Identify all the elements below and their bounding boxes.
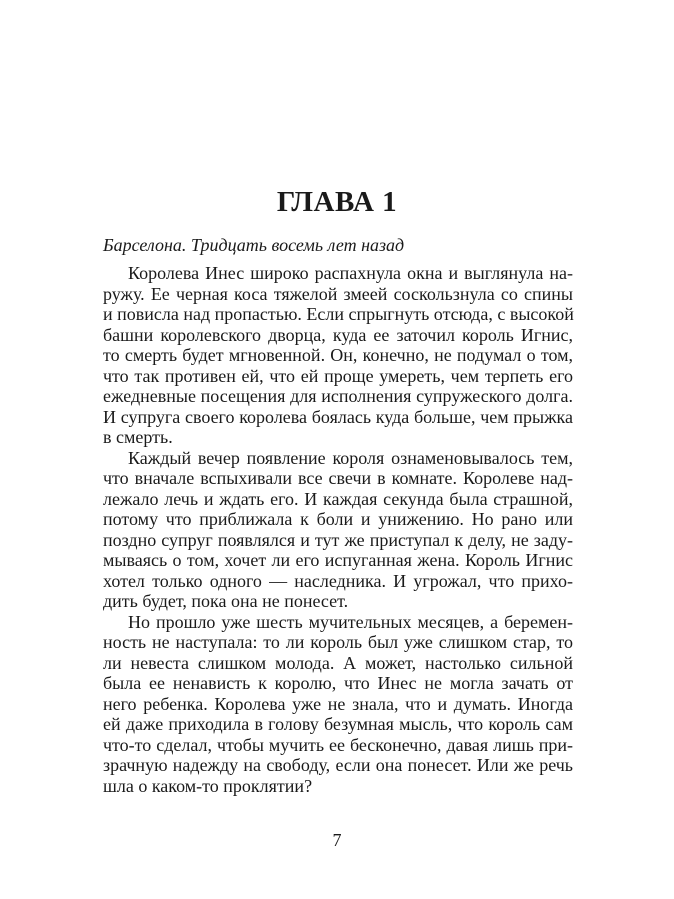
text-line: что-то сделал, чтобы мучить ее бесконечно, давая лишь при- — [103, 734, 573, 755]
text-line: лежало лечь и ждать его. И каждая секунда была страшной, — [103, 488, 573, 509]
text-line: него ребенка. Королева уже не знала, что и думать. Иногда — [103, 693, 573, 714]
chapter-title: ГЛАВА 1 — [276, 186, 398, 218]
text-line: башни королевского дворца, куда ее заточил король Игнис, — [103, 324, 573, 345]
text-line: И супруга своего королева боялась куда больше, чем прыжка — [103, 406, 573, 427]
text-line: Но прошло уже шесть мучительных месяцев, а беремен- — [128, 611, 573, 632]
text-line: мываясь о том, хочет ли его испуганная жена. Король Игнис — [103, 550, 573, 570]
text-line: что вначале вспыхивали все свечи в комнате. Королеве над- — [103, 468, 573, 488]
text-line: то смерть будет мгновенной. Он, конечно, не подумал о том, — [103, 345, 573, 365]
text-line: Каждый вечер появление короля ознаменовывалось тем, — [128, 447, 573, 468]
text-line: что так противен ей, что ей проще умереть, чем терпеть его — [103, 365, 573, 386]
text-line: Королева Инес широко распахнула окна и выглянула на- — [128, 263, 573, 283]
text-line: поздно супруг появлялся и тут же приступал к делу, не заду- — [103, 529, 573, 550]
text-line: зрачную надежду на свободу, если она понесет. Или же речь — [103, 755, 573, 775]
text-line: ность не наступала: то ли король был уже слишком стар, то — [103, 632, 573, 652]
text-line: хотел только одного — наследника. И угрожал, что прихо- — [103, 570, 573, 591]
text-line: и повисла над пропастью. Если спрыгнуть отсюда, с высокой — [103, 304, 574, 324]
text-line: ружу. Ее черная коса тяжелой змеей соскользнула со спины — [103, 283, 573, 304]
paragraph — [103, 612, 573, 797]
text-line: ли невеста слишком молода. А может, настолько сильной — [103, 652, 573, 673]
paragraph — [103, 263, 573, 448]
text-line: потому что приближала к боли и унижению. Но рано или — [103, 509, 573, 529]
paragraph — [103, 448, 573, 612]
text-line: ежедневные посещения для исполнения супружеского долга. — [103, 386, 573, 406]
text-line: ей даже приходила в голову безумная мысль, что король сам — [103, 714, 573, 734]
body-text — [103, 263, 573, 796]
text-line: была ее ненависть к королю, что Инес не могла зачать от — [103, 673, 573, 693]
text-line: шла о каком-то проклятии? — [103, 775, 313, 796]
text-line: дить будет, пока она не понесет. — [103, 591, 349, 611]
page-number: 7 — [332, 830, 342, 850]
text-line: в смерть. — [103, 427, 173, 447]
chapter-subtitle: Барселона. Тридцать восемь лет назад — [103, 235, 405, 255]
